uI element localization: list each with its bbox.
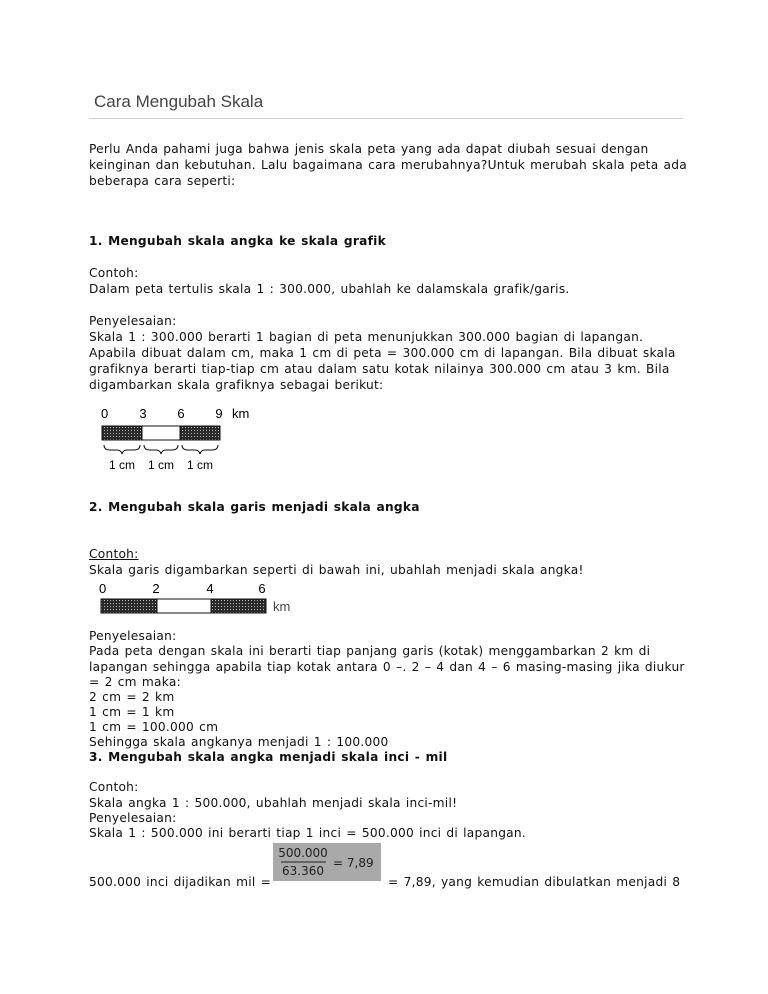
scale-bar-3km <box>95 403 265 482</box>
scale-tick-label: 3 <box>139 406 147 421</box>
fraction-result: = 7,89 <box>333 856 374 870</box>
scale-tick-label: 0 <box>99 581 107 596</box>
scale-segment-light <box>142 426 180 440</box>
section-1-line: Skala 1 : 300.000 berarti 1 bagian di peta menunjukkan 300.000 bagian di lapangan. <box>89 330 644 344</box>
section-2-line: = 2 cm maka: <box>89 675 181 689</box>
section-1-heading: 1. Mengubah skala angka ke skala grafik <box>89 234 386 248</box>
section-1-contoh-text: Dalam peta tertulis skala 1 : 300.000, ubahlah ke dalamskala grafik/garis. <box>89 282 570 296</box>
section-3-penyelesaian-label: Penyelesaian: <box>89 811 177 825</box>
scale-segment-dark <box>102 426 142 440</box>
fraction-numerator: 500.000 <box>278 846 328 860</box>
page-title: Cara Mengubah Skala <box>94 92 264 111</box>
section-2-line: 1 cm = 100.000 cm <box>89 720 219 734</box>
section-2-line: lapangan sehingga apabila tiap kotak antara 0 –. 2 – 4 dan 4 – 6 masing-masing jika diukur <box>89 660 685 674</box>
section-1-line: Apabila dibuat dalam cm, maka 1 cm di peta = 300.000 cm di lapangan. Bila dibuat skala <box>89 346 676 360</box>
scale-segment-dark <box>180 426 220 440</box>
section-2-contoh-text: Skala garis digambarkan seperti di bawah ini, ubahlah menjadi skala angka! <box>89 563 584 577</box>
section-1-contoh-label: Contoh: <box>89 266 139 280</box>
section-3-contoh-label: Contoh: <box>89 780 139 794</box>
section-2-line: 2 cm = 2 km <box>89 690 175 704</box>
scale-segment-dark <box>101 599 157 613</box>
intro-line: beberapa cara seperti: <box>89 174 236 188</box>
formula-right-text: = 7,89, yang kemudian dibulatkan menjadi 8 <box>388 875 681 889</box>
scale-bar-2km <box>95 579 300 623</box>
fraction-image <box>273 843 381 881</box>
section-2-penyelesaian-label: Penyelesaian: <box>89 629 177 643</box>
scale-unit-label: km <box>273 599 291 614</box>
section-2-line: Sehingga skala angkanya menjadi 1 : 100.000 <box>89 735 389 749</box>
scale-tick-label: 0 <box>101 406 109 421</box>
section-2-contoh-label: Contoh: <box>89 547 139 561</box>
segment-length-label: 1 cm <box>186 458 214 472</box>
segment-length-label: 1 cm <box>108 458 136 472</box>
scale-tick-label: 4 <box>206 581 214 596</box>
section-1-line: grafiknya berarti tiap-tiap cm atau dalam satu kotak nilainya 300.000 cm atau 3 km. Bila <box>89 362 670 376</box>
scale-tick-label: 6 <box>177 406 185 421</box>
scale-unit-label: km <box>232 406 250 421</box>
fraction-denominator: 63.360 <box>282 864 324 878</box>
section-2-line: 1 cm = 1 km <box>89 705 175 719</box>
brace-icon <box>104 445 140 454</box>
scale-segment-light <box>157 599 211 613</box>
brace-icon <box>182 445 218 454</box>
intro-line: keinginan dan kebutuhan. Lalu bagaimana cara merubahnya?Untuk merubah skala peta ada <box>89 158 687 172</box>
section-2-heading: 2. Mengubah skala garis menjadi skala angka <box>89 500 420 514</box>
formula-left-text: 500.000 inci dijadikan mil = <box>89 875 272 889</box>
intro-line: Perlu Anda pahami juga bahwa jenis skala peta yang ada dapat diubah sesuai dengan <box>89 142 649 156</box>
section-3-heading: 3. Mengubah skala angka menjadi skala inci - mil <box>89 750 448 764</box>
title-divider <box>89 118 683 119</box>
section-1-line: digambarkan skala grafiknya sebagai berikut: <box>89 378 384 392</box>
scale-tick-label: 2 <box>152 581 160 596</box>
section-3-contoh-text: Skala angka 1 : 500.000, ubahlah menjadi skala inci-mil! <box>89 796 458 810</box>
section-1-penyelesaian-label: Penyelesaian: <box>89 314 177 328</box>
segment-length-label: 1 cm <box>147 458 175 472</box>
brace-icon <box>144 445 178 454</box>
scale-tick-label: 9 <box>215 406 223 421</box>
scale-tick-label: 6 <box>258 581 266 596</box>
scale-segment-dark <box>211 599 266 613</box>
section-2-line: Pada peta dengan skala ini berarti tiap panjang garis (kotak) menggambarkan 2 km di <box>89 644 651 658</box>
section-3-penyelesaian-text: Skala 1 : 500.000 ini berarti tiap 1 inci = 500.000 inci di lapangan. <box>89 826 526 840</box>
